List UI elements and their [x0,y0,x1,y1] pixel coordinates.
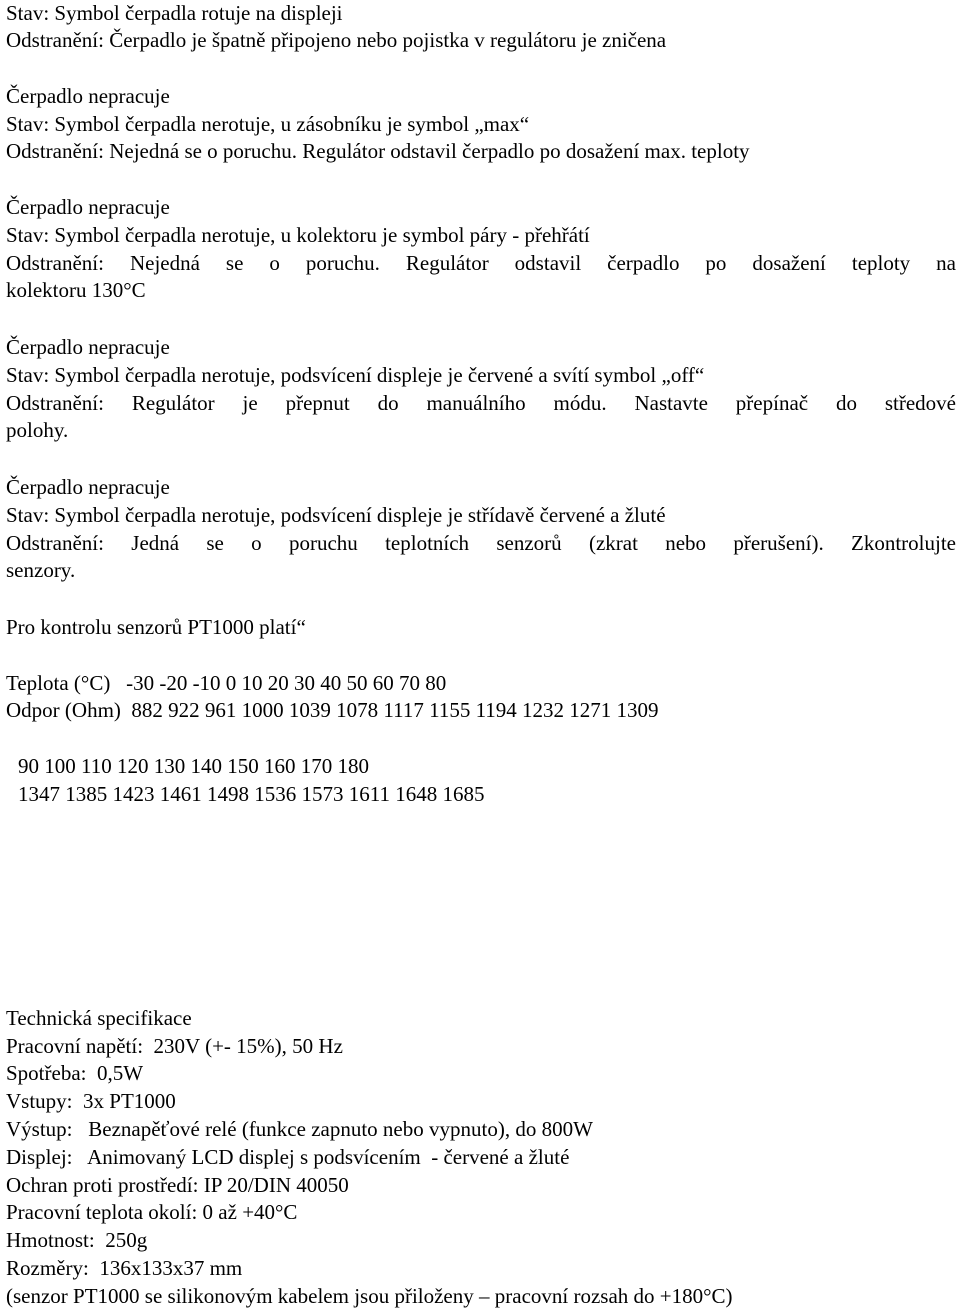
spec-value: 3x PT1000 [83,1089,176,1113]
temp-label: Teplota (°C) [6,671,111,695]
spec-label: Rozměry: [6,1256,89,1280]
section3-odstraneni-line2: kolektoru 130°C [6,278,146,302]
spec-item [6,1255,242,1281]
section3-heading: Čerpadlo nepracuje [6,195,170,219]
spec-value: 230V (+- 15%), 50 Hz [153,1034,343,1058]
spec-label: Výstup: [6,1117,73,1141]
section4-heading: Čerpadlo nepracuje [6,335,170,359]
section4-stav: Stav: Symbol čerpadla nerotuje, podsvícení displeje je červené a svítí symbol „off“ [6,363,705,387]
section3-odstraneni-line1: Odstranění: Nejedná se o poruchu. Regulátor odstavil čerpadlo po dosažení teploty na [6,251,956,275]
spec-item [6,1144,569,1170]
ohm-values-1: 882 922 961 1000 1039 1078 1117 1155 1194 1232 1271 1309 [131,698,659,722]
section2-heading: Čerpadlo nepracuje [6,84,170,108]
spec-item [6,1116,593,1142]
pt1000-ohm-values-2: 1347 1385 1423 1461 1498 1536 1573 1611 1648 1685 [18,782,485,806]
pt1000-title: Pro kontrolu senzorů PT1000 platí“ [6,615,306,639]
spec-title: Technická specifikace [6,1006,192,1030]
spec-value: 0 až +40°C [202,1200,298,1224]
spec-label: Pracovní teplota okolí: [6,1200,198,1224]
spec-note: (senzor PT1000 se silikonovým kabelem jsou přiloženy – pracovní rozsah do +180°C) [6,1284,733,1308]
spec-value: 250g [105,1228,148,1252]
spec-item [6,1033,343,1059]
ohm-label: Odpor (Ohm) [6,698,121,722]
spec-item [6,1199,297,1225]
spec-label: Hmotnost: [6,1228,95,1252]
section1-stav: Stav: Symbol čerpadla rotuje na displeji [6,1,343,25]
spec-item [6,1060,143,1086]
spec-label: Spotřeba: [6,1061,87,1085]
section2-odstraneni: Odstranění: Nejedná se o poruchu. Regulátor odstavil čerpadlo po dosažení max. teploty [6,139,750,163]
pt1000-ohm-row-1 [6,697,659,723]
section5-odstraneni-line1: Odstranění: Jedná se o poruchu teplotních senzorů (zkrat nebo přerušení). Zkontrolujte [6,531,956,555]
spec-value: Beznapěťové relé (funkce zapnuto nebo vypnuto), do 800W [88,1117,593,1141]
section5-heading: Čerpadlo nepracuje [6,475,170,499]
spec-label: Displej: [6,1145,73,1169]
temp-values-1: -30 -20 -10 0 10 20 30 40 50 60 70 80 [126,671,447,695]
spec-item [6,1172,349,1198]
section4-odstraneni-line1: Odstranění: Regulátor je přepnut do manuálního módu. Nastavte přepínač do středové [6,391,956,415]
section5-stav: Stav: Symbol čerpadla nerotuje, podsvícení displeje je střídavě červené a žluté [6,503,666,527]
spec-value: IP 20/DIN 40050 [203,1173,349,1197]
spec-label: Pracovní napětí: [6,1034,144,1058]
pt1000-temp-row-1 [6,670,446,696]
spec-value: 136x133x37 mm [99,1256,243,1280]
spec-item [6,1088,176,1114]
pt1000-temp-values-2: 90 100 110 120 130 140 150 160 170 180 [18,754,369,778]
spec-label: Ochran proti prostředí: [6,1173,199,1197]
spec-label: Vstupy: [6,1089,73,1113]
spec-item [6,1227,147,1253]
section5-odstraneni-line2: senzory. [6,558,76,582]
section2-stav: Stav: Symbol čerpadla nerotuje, u zásobníku je symbol „max“ [6,112,530,136]
section1-odstraneni: Odstranění: Čerpadlo je špatně připojeno nebo pojistka v regulátoru je zničena [6,28,667,52]
section3-stav: Stav: Symbol čerpadla nerotuje, u kolektoru je symbol páry - přehřátí [6,223,590,247]
spec-value: 0,5W [96,1061,144,1085]
section4-odstraneni-line2: polohy. [6,418,69,442]
spec-value: Animovaný LCD displej s podsvícením - červené a žluté [87,1145,570,1169]
